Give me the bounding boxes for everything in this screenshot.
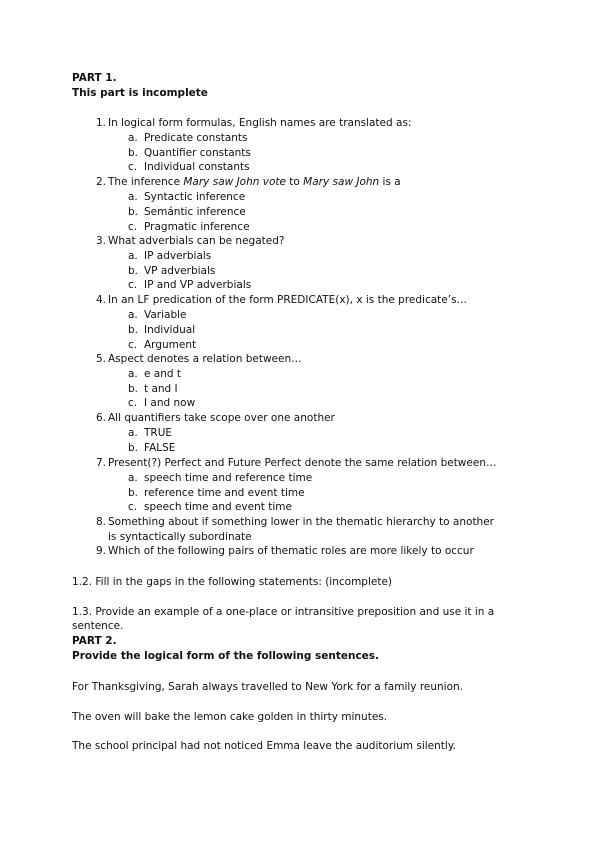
part1-title: PART 1. [72,72,117,84]
question-number: 7. [95,457,106,469]
question-text: In an LF predication of the form PREDICATE(x), x is the predicate’s… [108,294,468,306]
option [128,471,312,486]
option-text: Semántic inference [144,206,246,218]
question-number: 6. [95,412,106,424]
section-1-3: 1.3. Provide an example of a one-place or intransitive preposition and use it in a sentence. [72,606,495,632]
italic-example-1: Mary saw John vote [183,176,286,188]
option-letter: a. [128,427,138,439]
question-text: What adverbials can be negated? [108,235,285,247]
option [128,396,195,411]
option-text: Individual [144,324,196,336]
option-letter: c. [128,161,138,173]
question-9 [92,544,512,559]
option-text: speech time and event time [144,501,292,513]
option [128,220,250,235]
sentence-1: For Thanksgiving, Sarah always travelled to New York for a family reunion. [72,681,464,693]
option-text: I and now [144,397,196,409]
option-text: Variable [144,309,187,321]
sentence-2: The oven will bake the lemon cake golden in thirty minutes. [72,711,388,723]
option-text: FALSE [144,442,176,454]
option-letter: c. [128,397,138,409]
question-8 [92,515,502,545]
option-text: Pragmatic inference [144,221,250,233]
option-text: VP adverbials [144,265,216,277]
italic-example-2: Mary saw John [303,176,380,188]
question-text: In logical form formulas, English names are translated as: [108,117,412,129]
question-3 [92,234,512,249]
option-letter: a. [128,191,138,203]
option-text: Syntactic inference [144,191,246,203]
question-4 [92,293,512,308]
option [128,486,305,501]
part2-title: PART 2. [72,635,117,647]
question-number: 8. [95,516,106,528]
option-text: Predicate constants [144,132,248,144]
question-text: The inference Mary saw John vote to Mary saw John is a [108,176,401,188]
question-text: Something about if something lower in the thematic hierarchy to another is syntactically subordinate [108,516,494,543]
option-text: IP and VP adverbials [144,279,252,291]
option [128,131,248,146]
option-text: Argument [144,339,197,351]
question-text: Present(?) Perfect and Future Perfect denote the same relation between… [108,457,497,469]
option [128,249,211,264]
question-number: 2. [95,176,106,188]
option-letter: a. [128,250,138,262]
question-number: 4. [95,294,106,306]
sentence-3: The school principal had not noticed Emma leave the auditorium silently. [72,740,456,752]
option-text: t and I [144,383,178,395]
option [128,367,181,382]
option-text: reference time and event time [144,487,305,499]
option [128,382,178,397]
question-number: 1. [95,117,106,129]
part1-subtitle: This part is incomplete [72,87,208,99]
option-text: IP adverbials [144,250,212,262]
option [128,338,196,353]
question-number: 3. [95,235,106,247]
question-2 [92,175,512,190]
option-text: TRUE [144,427,173,439]
option-letter: b. [128,324,139,336]
option-letter: a. [128,368,138,380]
question-number: 9. [95,545,106,557]
option [128,160,250,175]
option-letter: c. [128,221,138,233]
section-1-2: 1.2. Fill in the gaps in the following statements: (incomplete) [72,576,393,588]
question-text: Which of the following pairs of thematic roles are more likely to occur [108,545,474,557]
question-number: 5. [95,353,106,365]
part2-subtitle: Provide the logical form of the following sentences. [72,650,380,662]
option [128,500,292,515]
option-letter: b. [128,383,139,395]
option-letter: c. [128,339,138,351]
option [128,146,251,161]
option-letter: c. [128,501,138,513]
option-letter: c. [128,279,138,291]
option-letter: b. [128,147,139,159]
question-text: Aspect denotes a relation between… [108,353,302,365]
question-7 [92,456,512,471]
option-text: speech time and reference time [144,472,313,484]
option [128,323,195,338]
option [128,308,187,323]
option-text: Quantifier constants [144,147,251,159]
question-text: All quantifiers take scope over one another [108,412,335,424]
question-1 [92,116,512,131]
option-letter: b. [128,487,139,499]
option [128,205,246,220]
option [128,264,215,279]
option [128,190,245,205]
option-letter: a. [128,309,138,321]
option-text: Individual constants [144,161,250,173]
option-text: e and t [144,368,182,380]
option-letter: a. [128,132,138,144]
option [128,441,175,456]
option-letter: a. [128,472,138,484]
option [128,278,251,293]
option-letter: b. [128,265,139,277]
question-5 [92,352,512,367]
option-letter: b. [128,442,139,454]
option-letter: b. [128,206,139,218]
question-6 [92,411,512,426]
option [128,426,172,441]
